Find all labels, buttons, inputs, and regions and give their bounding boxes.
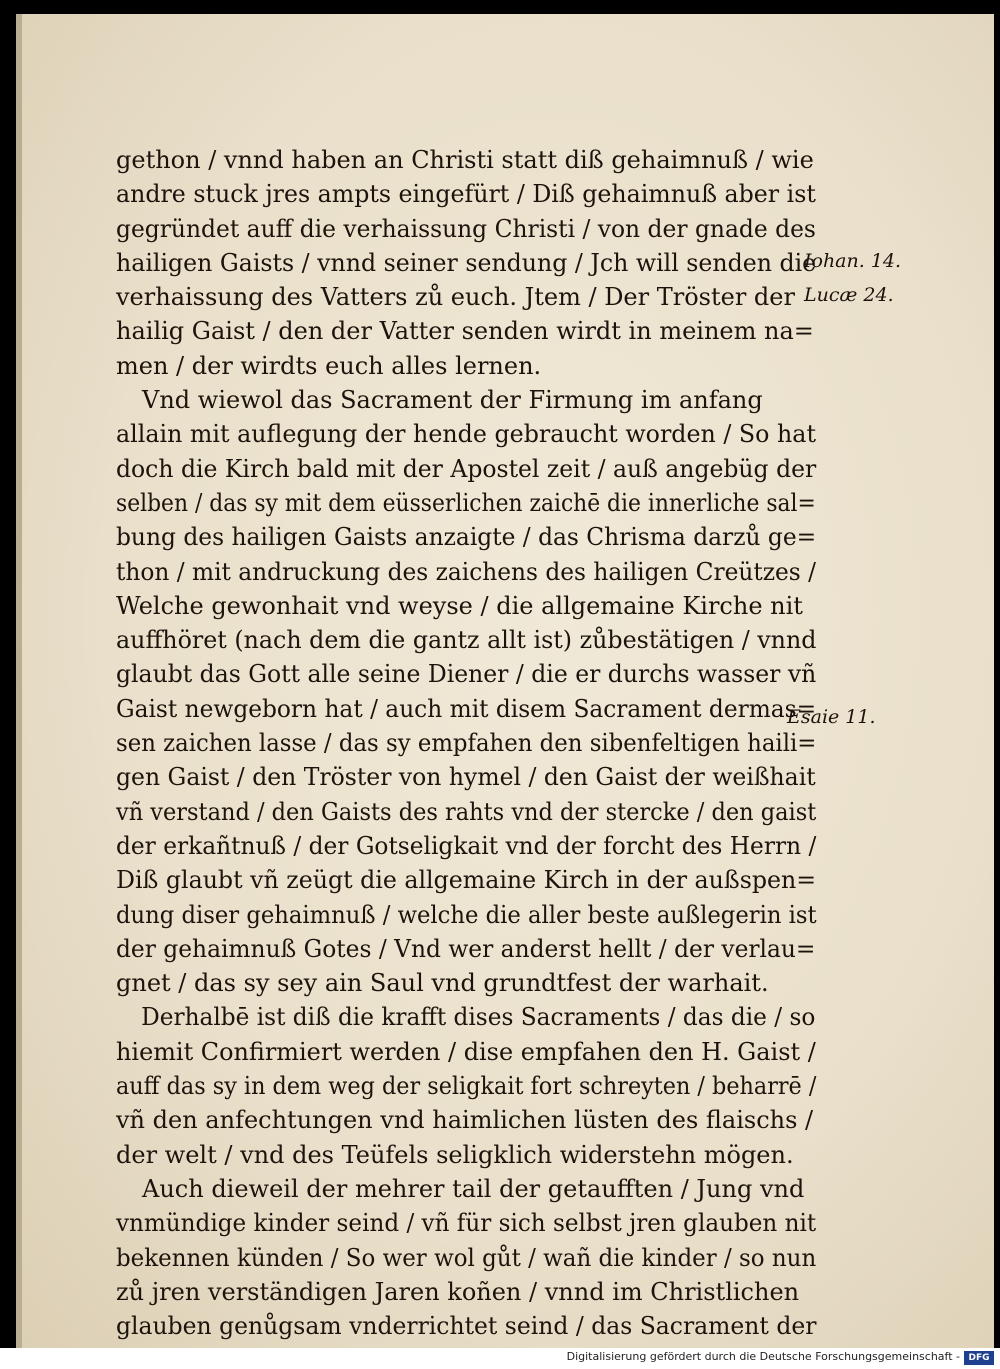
text-line: gnet / das sy sey ain Saul vnd grundtfest der warhait. bbox=[116, 969, 769, 998]
text-line: Vnd wiewol das Sacrament der Firmung im anfang bbox=[142, 386, 763, 415]
text-line: hiemit Confirmiert werden / dise empfahen den H. Gaist / bbox=[116, 1037, 816, 1066]
text-line: Diß glaubt vñ zeügt die allgemaine Kirch in der außspen= bbox=[116, 866, 817, 895]
margin-note-esaie: Esaie 11. bbox=[787, 706, 876, 728]
text-line: gegründet auff die verhaissung Christi / von der gnade des bbox=[116, 214, 816, 243]
text-line: vñ den anfechtungen vnd haimlichen lüsten des flaischs / bbox=[116, 1106, 814, 1135]
text-line: hailigen Gaists / vnnd seiner sendung / Jch will senden die bbox=[116, 248, 817, 277]
text-line: glaubt das Gott alle seine Diener / die er durchs wasser vñ bbox=[116, 660, 817, 689]
text-line: vnmündige kinder seind / vñ für sich selbst jren glauben nit bbox=[116, 1209, 817, 1238]
text-line: auff das sy in dem weg der seligkait fort schreyten / beharrē / bbox=[116, 1072, 817, 1101]
text-line: vñ verstand / den Gaists des rahts vnd der stercke / den gaist bbox=[116, 797, 817, 826]
digitization-footer bbox=[0, 1348, 1000, 1369]
margin-note-lucae: Lucæ 24. bbox=[804, 284, 894, 306]
text-line: dung diser gehaimnuß / welche die aller beste außlegerin ist bbox=[116, 900, 817, 929]
text-line: Welche gewonhait vnd weyse / die allgemaine Kirche nit bbox=[116, 591, 803, 620]
text-line: andre stuck jres ampts eingefürt / Diß gehaimnuß aber ist bbox=[116, 180, 816, 209]
text-line: bung des hailigen Gaists anzaigte / das Chrisma darzů ge= bbox=[116, 523, 817, 552]
text-line: auffhöret (nach dem die gantz allt ist) zůbestätigen / vnnd bbox=[116, 626, 817, 655]
text-line: Auch dieweil der mehrer tail der getaufften / Jung vnd bbox=[142, 1174, 805, 1203]
text-line: selben / das sy mit dem eüsserlichen zaichē die innerliche sal= bbox=[116, 488, 816, 517]
text-line: Derhalbē ist diß die krafft dises Sacraments / das die / so bbox=[141, 1003, 816, 1032]
body-text bbox=[116, 143, 816, 1343]
footer-credit: Digitalisierung gefördert durch die Deutsche Forschungsgemeinschaft - bbox=[566, 1350, 960, 1363]
text-line: der erkañtnuß / der Gotseligkait vnd der forcht des Herrn / bbox=[116, 831, 817, 860]
text-line: thon / mit andruckung des zaichens des hailigen Creützes / bbox=[116, 557, 816, 586]
book-page bbox=[16, 14, 994, 1348]
text-line: hailig Gaist / den der Vatter senden wirdt in meinem na= bbox=[116, 317, 814, 346]
text-line: sen zaichen lasse / das sy empfahen den sibenfeltigen haili= bbox=[116, 729, 817, 758]
text-line: der welt / vnd des Teüfels seligklich widerstehn mögen. bbox=[116, 1140, 794, 1169]
text-line: zů jren verständigen Jaren koñen / vnnd im Christlichen bbox=[116, 1277, 800, 1306]
text-line: glauben genůgsam vnderrichtet seind / das Sacrament der bbox=[116, 1312, 817, 1341]
text-line: Gaist newgeborn hat / auch mit disem Sacrament dermas= bbox=[116, 694, 817, 723]
text-line: doch die Kirch bald mit der Apostel zeit / auß angebüg der bbox=[116, 454, 817, 483]
text-line: gethon / vnnd haben an Christi statt diß gehaimnuß / wie bbox=[116, 146, 814, 174]
text-line: men / der wirdts euch alles lernen. bbox=[116, 351, 542, 380]
margin-note-iohan: Iohan. 14. bbox=[804, 250, 902, 272]
text-line: bekennen künden / So wer wol gůt / wañ die kinder / so nun bbox=[116, 1243, 817, 1272]
text-line: der gehaimnuß Gotes / Vnd wer anderst hellt / der verlau= bbox=[116, 934, 816, 963]
text-line: verhaissung des Vatters zů euch. Jtem / Der Tröster der bbox=[116, 283, 795, 312]
text-line: gen Gaist / den Tröster von hymel / den Gaist der weißhait bbox=[116, 763, 816, 792]
dfg-logo: DFG bbox=[964, 1351, 994, 1365]
text-line: allain mit auflegung der hende gebraucht worden / So hat bbox=[116, 420, 816, 449]
